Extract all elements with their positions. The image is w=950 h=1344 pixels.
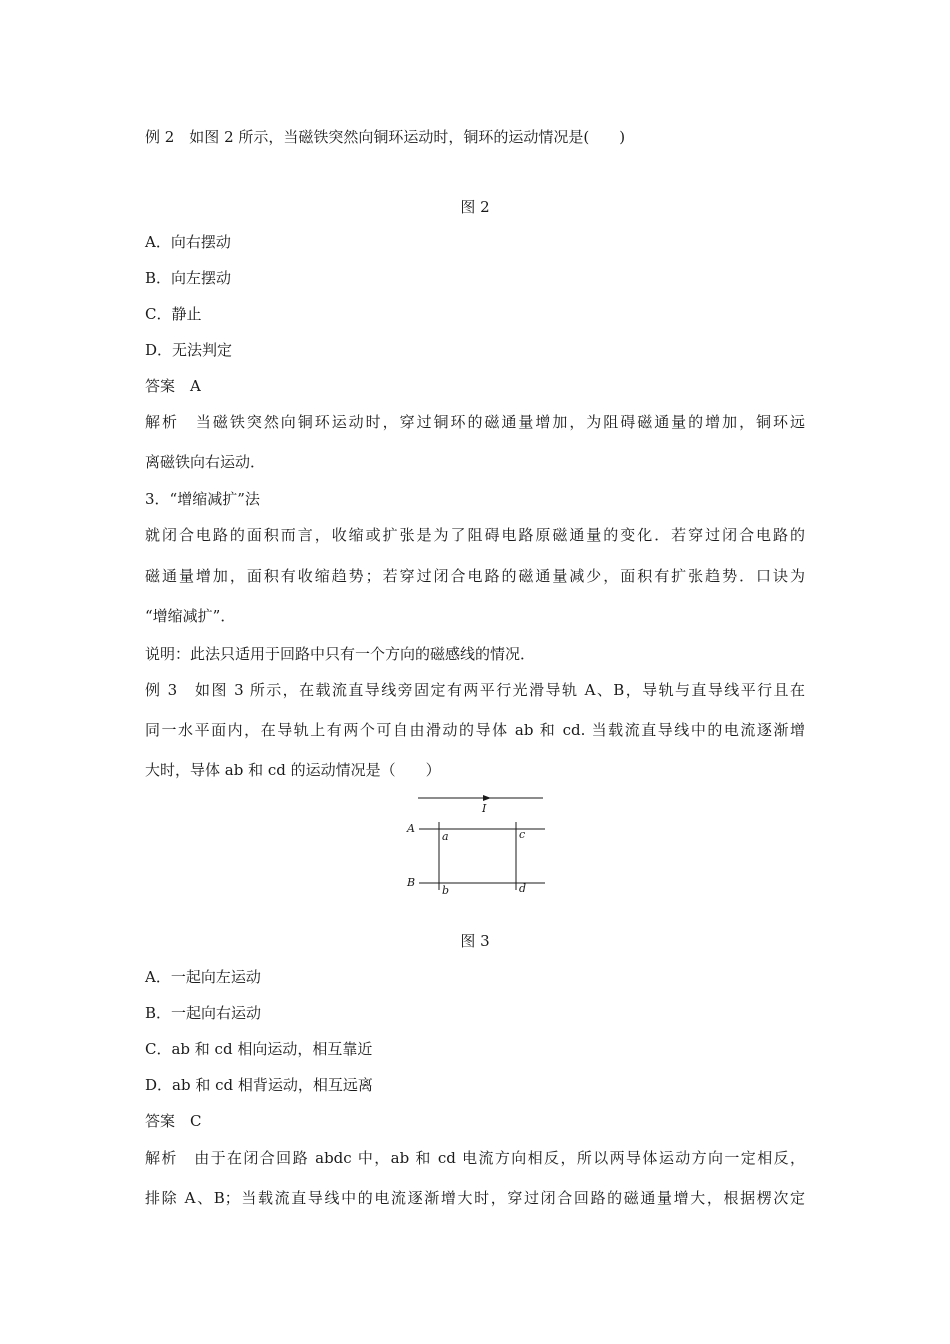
current-arrow-icon bbox=[483, 795, 491, 801]
note: 说明：此法只适用于回路中只有一个方向的磁感线的情况． bbox=[145, 645, 536, 663]
example-3-line-1: 例 3 如图 3 所示，在载流直导线旁固定有两平行光滑导轨 A、B，导轨与直导线平行且在 bbox=[145, 681, 805, 699]
example-3-line-2: 同一水平面内，在导轨上有两个可自由滑动的导体 ab 和 cd. 当载流直导线中的电流逐渐增 bbox=[145, 721, 805, 739]
explanation-line-1: 解析 当磁铁突然向铜环运动时，穿过铜环的磁通量增加，为阻碍磁通量的增加，铜环远 bbox=[145, 413, 805, 431]
point-b-label: b bbox=[442, 884, 450, 897]
option-a-3: A．一起向左运动 bbox=[145, 968, 261, 986]
example-3-line-3: 大时，导体 ab 和 cd 的运动情况是（ ） bbox=[145, 761, 441, 779]
rail-a-label: A bbox=[407, 822, 415, 835]
section-heading: 3．“增缩减扩”法 bbox=[145, 490, 260, 508]
paragraph-line-3: “增缩减扩”． bbox=[145, 607, 236, 625]
rail-b-label: B bbox=[407, 876, 416, 889]
option-b: B．向左摆动 bbox=[145, 269, 232, 287]
option-d: D．无法判定 bbox=[145, 341, 233, 359]
current-label: I bbox=[482, 802, 487, 815]
figure-2-caption: 图 2 bbox=[460, 198, 490, 216]
option-d-3: D．ab 和 cd 相背运动，相互远离 bbox=[145, 1076, 373, 1094]
example-2-question: 例 2 如图 2 所示，当磁铁突然向铜环运动时，铜环的运动情况是( ) bbox=[145, 128, 626, 146]
paragraph-line-2: 磁通量增加，面积有收缩趋势；若穿过闭合电路的磁通量减少，面积有扩张趋势．口诀为 bbox=[145, 567, 805, 585]
figure-3-caption: 图 3 bbox=[460, 932, 490, 950]
option-a: A．向右摆动 bbox=[145, 233, 231, 251]
explanation-3-line-1: 解析 由于在闭合回路 abdc 中，ab 和 cd 电流方向相反，所以两导体运动方向一定相反， bbox=[145, 1149, 805, 1167]
answer-3: 答案 C bbox=[145, 1112, 202, 1130]
point-c-label: c bbox=[519, 828, 526, 841]
option-b-3: B．一起向右运动 bbox=[145, 1004, 262, 1022]
explanation-3-line-2: 排除 A、B；当载流直导线中的电流逐渐增大时，穿过闭合回路的磁通量增大，根据楞次定 bbox=[145, 1189, 805, 1207]
paragraph-line-1: 就闭合电路的面积而言，收缩或扩张是为了阻碍电路原磁通量的变化．若穿过闭合电路的 bbox=[145, 526, 805, 544]
option-c-3: C．ab 和 cd 相向运动，相互靠近 bbox=[145, 1040, 373, 1058]
option-c: C．静止 bbox=[145, 305, 202, 323]
point-a-label: a bbox=[442, 830, 449, 843]
answer: 答案 A bbox=[145, 377, 201, 395]
point-d-label: d bbox=[519, 882, 527, 895]
explanation-line-2: 离磁铁向右运动． bbox=[145, 453, 266, 471]
figure-3-diagram bbox=[395, 790, 565, 900]
